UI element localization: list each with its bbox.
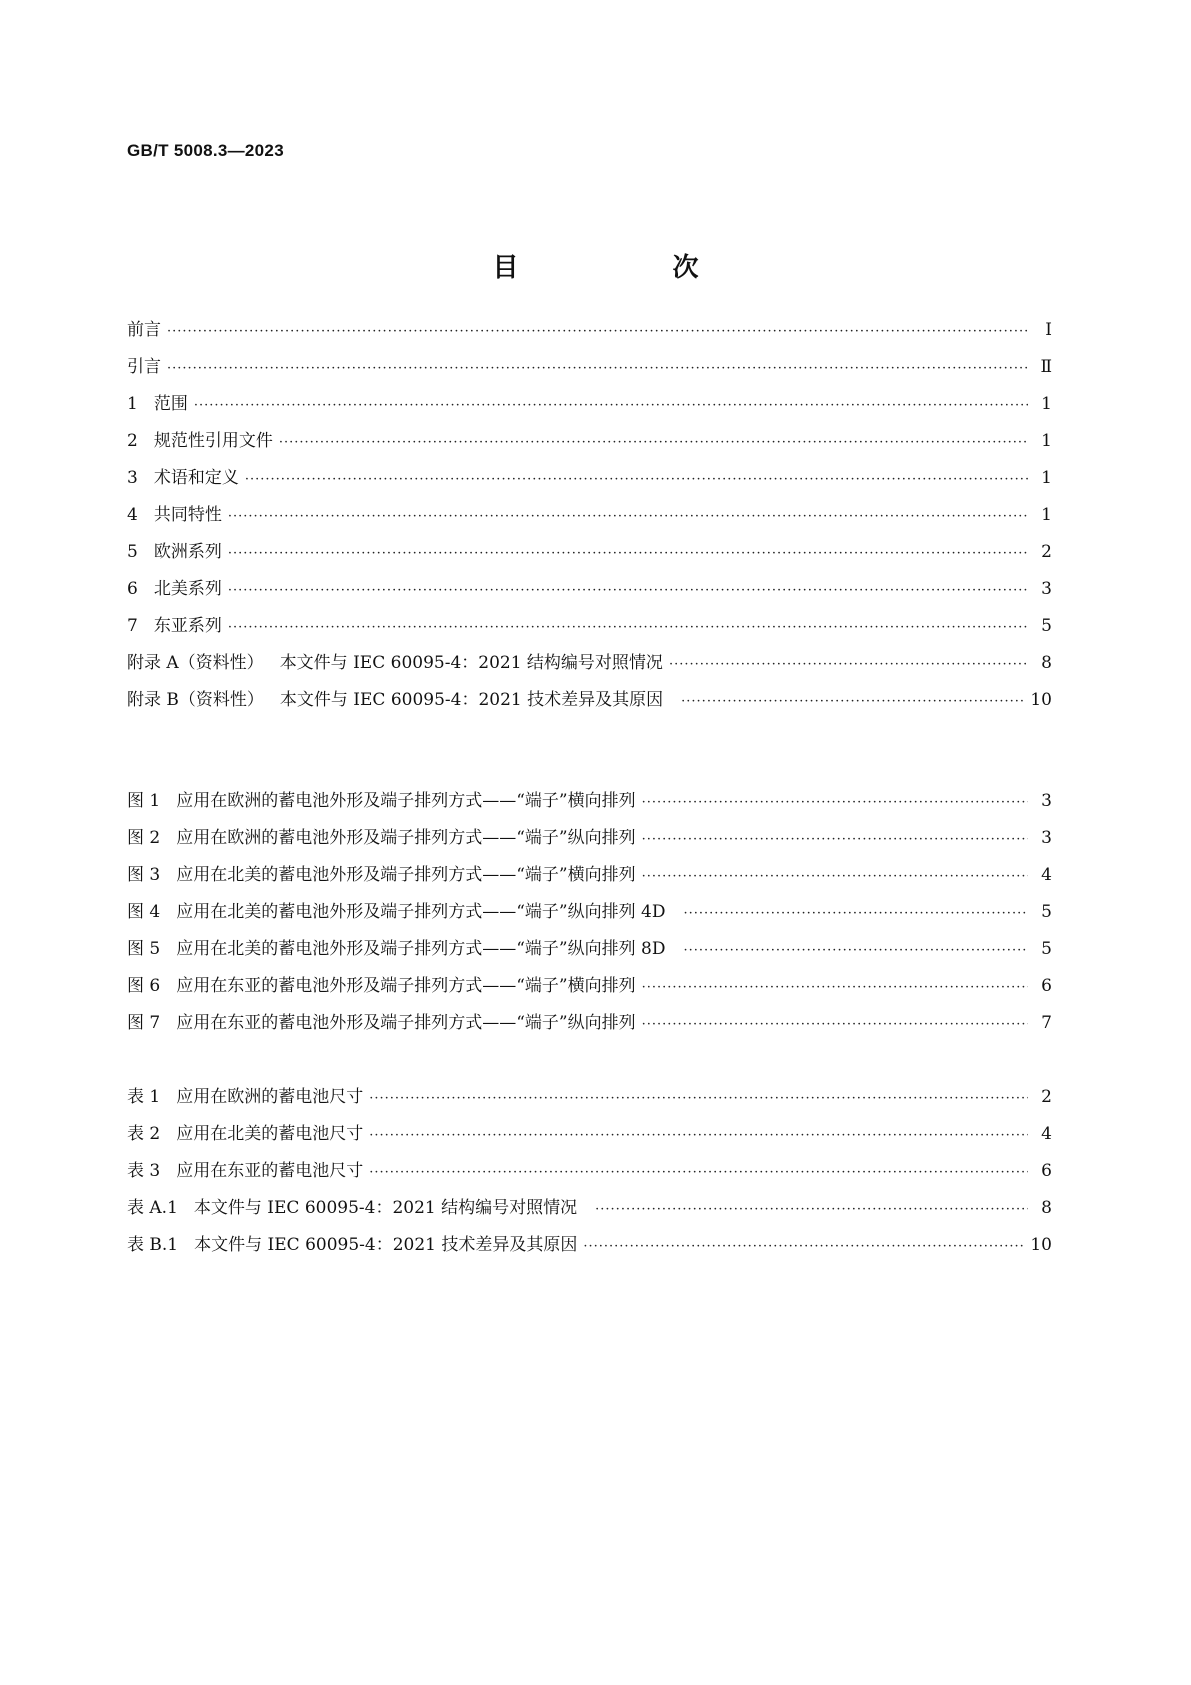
toc-page-number: 8 — [1041, 653, 1052, 673]
toc-page-number: 1 — [1041, 468, 1052, 488]
toc-entry-label: 应用在北美的蓄电池外形及端子排列方式——“端子”纵向排列 8D — [176, 939, 666, 959]
toc-page-number: 5 — [1041, 616, 1052, 636]
toc-entry-figure-6[interactable] — [127, 968, 1052, 1005]
toc-entry-number: 2 — [127, 431, 138, 451]
toc-page-number: 5 — [1041, 939, 1052, 959]
toc-page-number: 4 — [1041, 1124, 1052, 1144]
toc-entry-section-6[interactable] — [127, 571, 1052, 608]
toc-entry-label: 欧洲系列 — [153, 542, 222, 562]
toc-entry-label: 术语和定义 — [153, 468, 239, 488]
toc-entry-label: 应用在东亚的蓄电池外形及端子排列方式——“端子”横向排列 — [176, 976, 636, 996]
toc-page-number: Ⅰ — [1045, 320, 1052, 340]
toc-entry-section-3[interactable] — [127, 460, 1052, 497]
dot-leader — [369, 1154, 1028, 1191]
dot-leader — [642, 969, 1028, 1006]
toc-entry-label: 应用在欧洲的蓄电池尺寸 — [176, 1087, 364, 1107]
toc-entry-label: 应用在东亚的蓄电池尺寸 — [176, 1161, 364, 1181]
toc-page-number: 3 — [1041, 579, 1052, 599]
toc-entry-number: 表 2 — [127, 1124, 161, 1144]
dot-leader — [369, 1080, 1028, 1117]
toc-entry-label: 本文件与 IEC 60095-4：2021 结构编号对照情况 — [279, 653, 663, 673]
dot-leader — [642, 858, 1028, 895]
toc-entry-section-1[interactable] — [127, 386, 1052, 423]
toc-page-number: Ⅱ — [1040, 357, 1052, 377]
toc-entry-label: 应用在欧洲的蓄电池外形及端子排列方式——“端子”横向排列 — [176, 791, 636, 811]
toc-entry-figure-4[interactable] — [127, 894, 1052, 931]
toc-entry-table-b1[interactable] — [127, 1227, 1052, 1264]
dot-leader — [228, 609, 1028, 646]
toc-page-number: 8 — [1041, 1198, 1052, 1218]
toc-entry-table-2[interactable] — [127, 1116, 1052, 1153]
toc-page-number: 6 — [1041, 976, 1052, 996]
standard-code: GB/T 5008.3—2023 — [127, 141, 284, 160]
toc-entry-label: 应用在北美的蓄电池尺寸 — [176, 1124, 364, 1144]
toc-entry-table-3[interactable] — [127, 1153, 1052, 1190]
toc-entry-label: 应用在欧洲的蓄电池外形及端子排列方式——“端子”纵向排列 — [176, 828, 636, 848]
toc-entry-number: 图 6 — [127, 976, 161, 996]
toc-entry-number: 7 — [127, 616, 138, 636]
dot-leader — [369, 1117, 1028, 1154]
dot-leader — [681, 683, 1024, 720]
dot-leader — [683, 895, 1028, 932]
toc-entry-label: 应用在北美的蓄电池外形及端子排列方式——“端子”横向排列 — [176, 865, 636, 885]
toc-page-number: 2 — [1041, 542, 1052, 562]
toc-entry-label: 本文件与 IEC 60095-4：2021 技术差异及其原因 — [279, 690, 664, 710]
dot-leader — [642, 784, 1028, 821]
toc-entry-number: 5 — [127, 542, 138, 562]
toc-entry-number: 图 2 — [127, 828, 161, 848]
toc-page-number: 3 — [1041, 791, 1052, 811]
toc-page-number: 2 — [1041, 1087, 1052, 1107]
toc-entry-table-1[interactable] — [127, 1079, 1052, 1116]
toc-entry-label: 共同特性 — [153, 505, 222, 525]
toc-entry-number: 附录 B（资料性） — [127, 690, 264, 710]
toc-entry-number: 3 — [127, 468, 138, 488]
dot-leader — [669, 646, 1028, 683]
toc-page-number: 3 — [1041, 828, 1052, 848]
dot-leader — [245, 461, 1028, 498]
toc-sections — [127, 312, 1052, 719]
toc-entry-number: 1 — [127, 394, 138, 414]
toc-entry-number: 图 5 — [127, 939, 161, 959]
dot-leader — [642, 1006, 1028, 1043]
toc-entry-section-5[interactable] — [127, 534, 1052, 571]
toc-entry-label: 本文件与 IEC 60095-4：2021 结构编号对照情况 — [193, 1198, 578, 1218]
toc-entry-label: 前言 — [127, 320, 161, 340]
toc-entry-appendix-b[interactable] — [127, 682, 1052, 719]
dot-leader — [228, 535, 1028, 572]
dot-leader — [167, 350, 1028, 387]
dot-leader — [279, 424, 1028, 461]
dot-leader — [683, 932, 1028, 969]
toc-page-number: 10 — [1030, 690, 1052, 710]
toc-entry-number: 图 7 — [127, 1013, 161, 1033]
toc-entry-appendix-a[interactable] — [127, 645, 1052, 682]
toc-page-number: 1 — [1041, 431, 1052, 451]
toc-entry-label: 应用在北美的蓄电池外形及端子排列方式——“端子”纵向排列 4D — [176, 902, 666, 922]
toc-page-number: 1 — [1041, 394, 1052, 414]
dot-leader — [228, 572, 1028, 609]
toc-entry-number: 表 1 — [127, 1087, 161, 1107]
toc-entry-number: 附录 A（资料性） — [127, 653, 264, 673]
toc-entry-number: 6 — [127, 579, 138, 599]
toc-entry-figure-7[interactable] — [127, 1005, 1052, 1042]
toc-entry-number: 图 1 — [127, 791, 161, 811]
toc-page-number: 10 — [1030, 1235, 1052, 1255]
toc-title: 目 次 — [492, 253, 763, 283]
dot-leader — [194, 387, 1028, 424]
toc-entry-number: 4 — [127, 505, 138, 525]
toc-entry-figure-5[interactable] — [127, 931, 1052, 968]
toc-entry-section-2[interactable] — [127, 423, 1052, 460]
toc-page-number: 5 — [1041, 902, 1052, 922]
toc-entry-label: 本文件与 IEC 60095-4：2021 技术差异及其原因 — [194, 1235, 578, 1255]
toc-page-number: 6 — [1041, 1161, 1052, 1181]
dot-leader — [167, 313, 1028, 350]
toc-entry-label: 北美系列 — [153, 579, 222, 599]
toc-entry-label: 引言 — [127, 357, 161, 377]
toc-entry-figure-2[interactable] — [127, 820, 1052, 857]
dot-leader — [228, 498, 1028, 535]
toc-entry-foreword[interactable] — [127, 312, 1052, 349]
toc-entry-label: 应用在东亚的蓄电池外形及端子排列方式——“端子”纵向排列 — [176, 1013, 636, 1033]
toc-entry-number: 表 A.1 — [127, 1198, 178, 1218]
toc-page-number: 7 — [1041, 1013, 1052, 1033]
toc-entry-label: 范围 — [153, 394, 188, 414]
toc-page-number: 1 — [1041, 505, 1052, 525]
dot-leader — [595, 1191, 1028, 1228]
toc-entry-label: 东亚系列 — [153, 616, 222, 636]
toc-entry-label: 规范性引用文件 — [153, 431, 273, 451]
toc-entry-number: 表 B.1 — [127, 1235, 179, 1255]
toc-entry-section-4[interactable] — [127, 497, 1052, 534]
toc-page-number: 4 — [1041, 865, 1052, 885]
toc-entry-table-a1[interactable] — [127, 1190, 1052, 1227]
toc-entry-figure-1[interactable] — [127, 783, 1052, 820]
toc-figures — [127, 783, 1052, 1042]
toc-entry-number: 图 4 — [127, 902, 161, 922]
toc-entry-number: 图 3 — [127, 865, 161, 885]
dot-leader — [583, 1228, 1024, 1265]
toc-tables — [127, 1079, 1052, 1264]
toc-entry-introduction[interactable] — [127, 349, 1052, 386]
dot-leader — [642, 821, 1028, 858]
toc-entry-section-7[interactable] — [127, 608, 1052, 645]
toc-entry-number: 表 3 — [127, 1161, 161, 1181]
toc-entry-figure-3[interactable] — [127, 857, 1052, 894]
